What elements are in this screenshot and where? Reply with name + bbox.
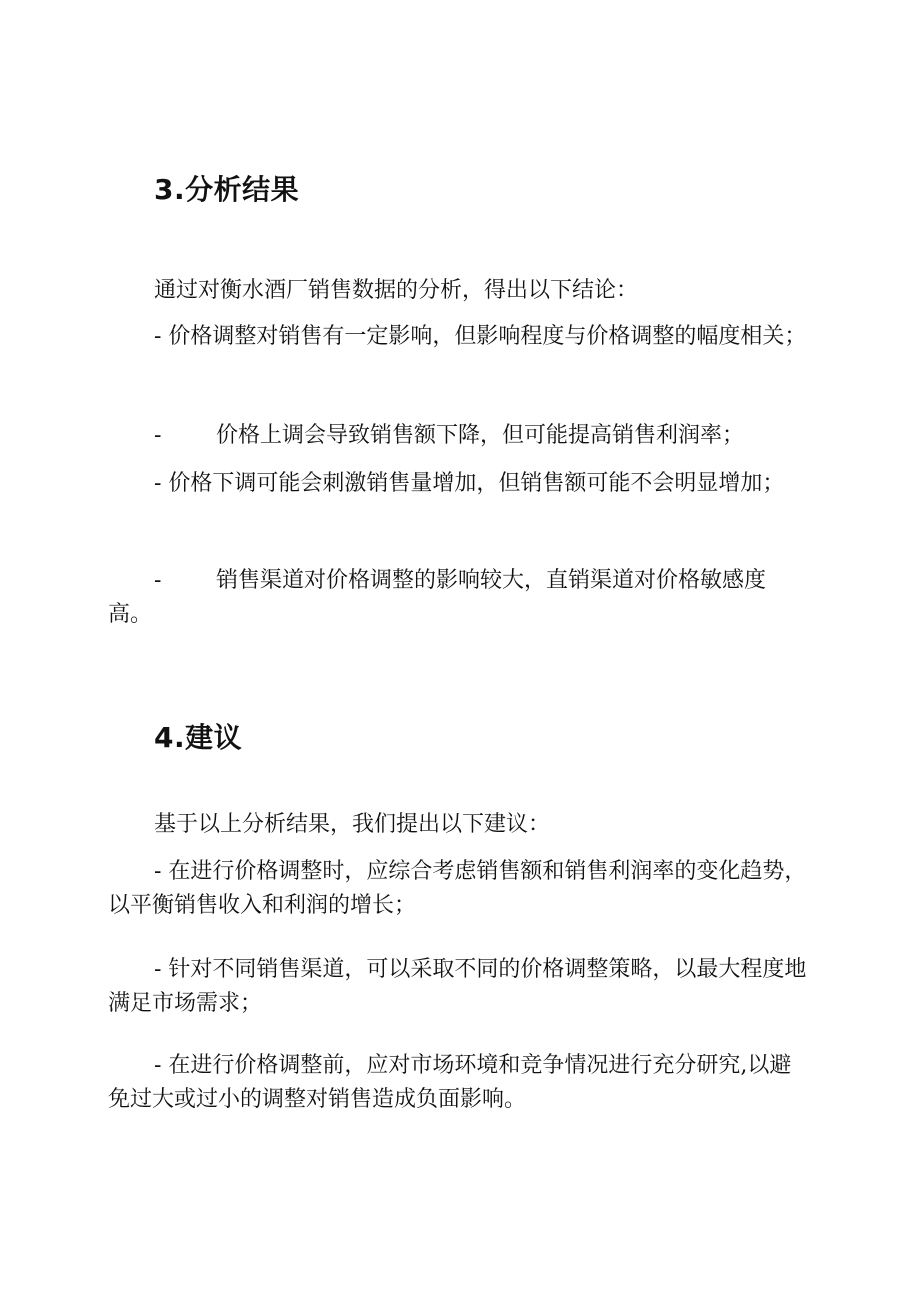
item-text: 价格上调会导致销售额下降，但可能提高销售利润率；	[216, 423, 745, 448]
section-4-item-3	[108, 1049, 808, 1117]
bullet-dash: -	[154, 1053, 162, 1078]
section-3-item-4	[108, 564, 808, 632]
item-text: 在进行价格调整前，应对市场环境和竞争情况进行充分研究,以避免过大或过小的调整对销售造成负面影响。	[108, 1053, 792, 1112]
item-text: 价格调整对销售有一定影响，但影响程度与价格调整的幅度相关；	[161, 324, 807, 349]
section-3-item-2	[108, 419, 808, 453]
bullet-dash: -	[154, 957, 162, 982]
bullet-dash: -	[154, 859, 162, 884]
section-4-intro: 基于以上分析结果，我们提出以下建议：	[154, 812, 551, 837]
section-3-item-3	[108, 467, 808, 501]
item-text: 价格下调可能会刺激销售量增加，但销售额可能不会明显增加；	[161, 471, 785, 496]
bullet-dash: -	[154, 324, 162, 349]
bullet-dash: -	[154, 568, 162, 593]
section-4-heading: 4.建议	[154, 721, 243, 754]
section-3-intro: 通过对衡水酒厂销售数据的分析，得出以下结论：	[154, 278, 639, 303]
bullet-dash: -	[154, 471, 162, 496]
item-text: 在进行价格调整时，应综合考虑销售额和销售利润率的变化趋势，以平衡销售收入和利润的增长；	[108, 859, 807, 918]
item-text: 针对不同销售渠道，可以采取不同的价格调整策略，以最大程度地满足市场需求；	[108, 957, 807, 1016]
section-3-heading: 3.分析结果	[154, 173, 300, 206]
item-text: 销售渠道对价格调整的影响较大，直销渠道对价格敏感度高。	[108, 568, 767, 627]
bullet-dash: -	[154, 423, 162, 448]
section-4-item-2	[108, 953, 808, 1021]
section-4-item-1	[108, 855, 808, 923]
section-3-item-1	[108, 320, 808, 354]
